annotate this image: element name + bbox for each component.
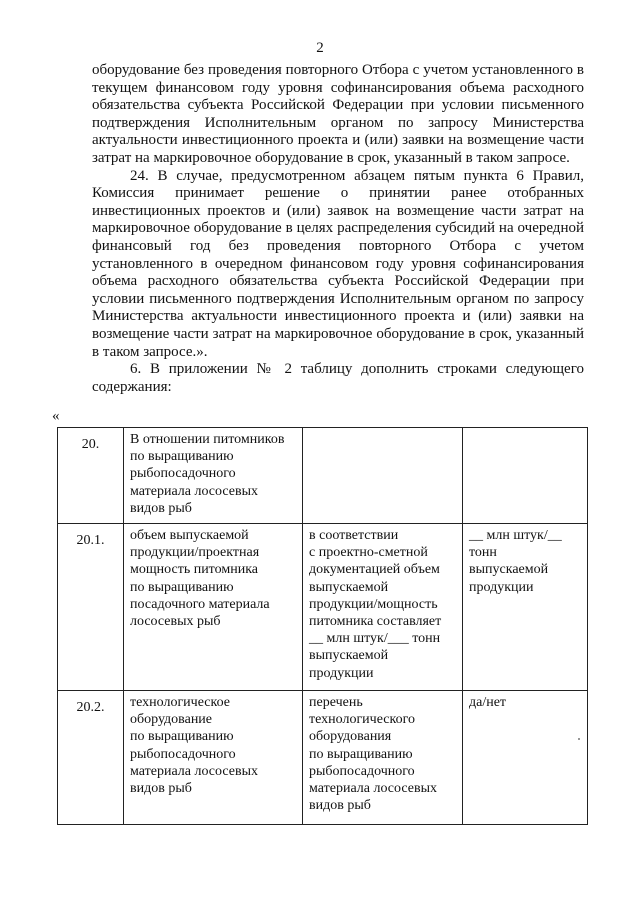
- paragraph-item-6: 6. В приложении № 2 таблицу дополнить строками следующего содержания:: [92, 361, 584, 395]
- cell-line: питомника составляет: [309, 614, 442, 630]
- criterion-cell: [303, 524, 463, 691]
- indicator-cell: [124, 691, 303, 825]
- cell-line: технологического: [309, 712, 415, 728]
- cell-line: по выращиванию: [309, 746, 413, 762]
- paragraph-item-24: 24. В случае, предусмотренном абзацем пятым пункта 6 Правил, Комиссия принимает решение о принятии ранее отобранных инвестиционных проектов и (или) заявок на возмещение части затрат на маркировочное оборудование в целях распределения субсидий на очередной финансовый год без проведения повторного Отбора с учетом установленного в очередном финансовом году уровня софинансирования объема расходного обязательства субъекта Российской Федерации при условии письменного подтверждения Исполнительным органом по запросу Министерства актуальности инвестиционного проекта и (или) заявки на возмещение части затрат на маркировочное оборудование в срок, указанный в таком запросе.».: [92, 167, 584, 360]
- criterion-cell: [303, 428, 463, 524]
- cell-line: В отношении питомников: [130, 432, 285, 447]
- cell-line: в соответствии: [309, 528, 399, 543]
- indicator-cell: [124, 428, 303, 524]
- cell-line: оборудования: [309, 729, 392, 745]
- open-quote-mark: «: [52, 408, 60, 424]
- table-row: [58, 691, 588, 825]
- cell-line: рыбопосадочного: [130, 746, 236, 762]
- cell-line: объем выпускаемой: [130, 528, 249, 543]
- cell-line: продукции/мощность: [309, 596, 438, 612]
- cell-line: выпускаемой: [309, 648, 389, 664]
- cell-line: с проектно-сметной: [309, 545, 428, 561]
- cell-line: рыбопосадочного: [130, 466, 236, 482]
- cell-line: выпускаемой: [309, 579, 389, 595]
- cell-line: посадочного материала: [130, 596, 270, 612]
- cell-line: оборудование: [130, 712, 213, 728]
- cell-line: документацией объем: [309, 562, 440, 578]
- indicator-cell: [124, 524, 303, 691]
- cell-line: видов рыб: [130, 781, 192, 797]
- criterion-cell: [303, 691, 463, 825]
- cell-line: выпускаемой: [469, 562, 549, 578]
- scan-speck: [578, 738, 580, 740]
- cell-line: продукции: [469, 579, 534, 595]
- cell-line: материала лососевых: [309, 781, 437, 797]
- value-cell: [463, 691, 588, 825]
- value-cell: [463, 428, 588, 524]
- cell-line: мощность питомника: [130, 562, 258, 578]
- page-number: 2: [316, 40, 324, 56]
- table-row: [58, 428, 588, 524]
- table-row: [58, 524, 588, 691]
- appendix-table: [57, 427, 588, 825]
- cell-line: рыбопосадочного: [309, 763, 415, 779]
- cell-line: перечень: [309, 695, 363, 710]
- row-number: 20.: [58, 428, 124, 524]
- cell-line: продукции: [309, 665, 374, 681]
- row-number: 20.1.: [58, 524, 124, 691]
- row-number: 20.2.: [58, 691, 124, 825]
- cell-line: по выращиванию: [130, 579, 234, 595]
- cell-line: видов рыб: [309, 798, 371, 814]
- cell-line: лососевых рыб: [130, 614, 221, 630]
- value-cell: [463, 524, 588, 691]
- cell-line: __ млн штук/__ тонн: [469, 528, 562, 561]
- cell-line: материала лососевых: [130, 763, 258, 779]
- paragraph-continuation: оборудование без проведения повторного Отбора с учетом установленного в текущем финансовом году уровня софинансирования объема расходного обязательства субъекта Российской Федерации при условии письменного подтверждения Исполнительным органом по запросу Министерства актуальности инвестиционного проекта и (или) заявки на возмещение части затрат на маркировочное оборудование в срок, указанный в таком запросе.: [92, 62, 584, 166]
- cell-line: да/нет: [469, 695, 507, 710]
- cell-line: технологическое: [130, 695, 230, 710]
- cell-line: продукции/проектная: [130, 545, 260, 561]
- cell-line: материала лососевых: [130, 483, 258, 499]
- document-body: [92, 62, 584, 396]
- cell-line: по выращиванию: [130, 729, 234, 745]
- cell-line: __ млн штук/___ тонн: [309, 631, 441, 647]
- cell-line: по выращиванию: [130, 449, 234, 465]
- cell-line: видов рыб: [130, 500, 192, 516]
